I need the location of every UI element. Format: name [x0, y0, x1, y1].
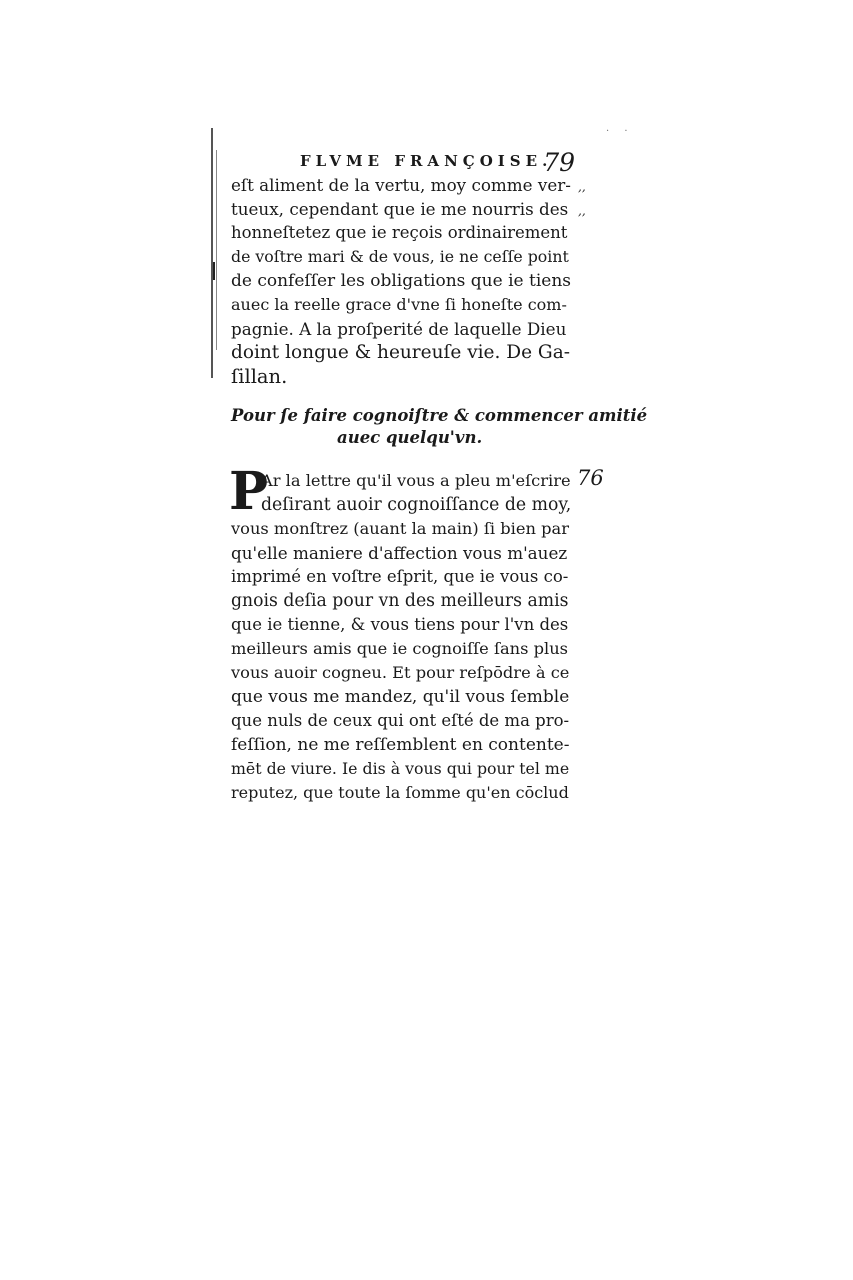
- text-line: Ar la lettre qu'il vous a pleu m'eſcrire: [261, 471, 571, 490]
- text-line: que ie tienne, & vous tiens pour l'vn des: [231, 615, 569, 634]
- text-line: doint longue & heureuſe vie. De Ga-: [231, 342, 570, 363]
- text-line: meilleurs amis que ie cognoiſſe ſans plus: [231, 639, 569, 658]
- text-line: de confeſſer les obligations que ie tiens: [231, 271, 571, 291]
- margin-rule: [211, 128, 213, 378]
- margin-rule: [216, 150, 217, 350]
- running-title: FLVME FRANÇOISE.: [300, 152, 553, 170]
- text-line: mēt de viure. Ie dis à vous qui pour tel me: [231, 759, 570, 778]
- text-line: que nuls de ceux qui ont eſté de ma pro-: [231, 711, 570, 730]
- text-line: que vous me mandez, qu'il vous ſemble: [231, 687, 570, 707]
- text-line: gnois deſia pour vn des meilleurs amis: [231, 591, 569, 611]
- quotation-mark: ,,: [578, 204, 586, 218]
- text-line: eſt aliment de la vertu, moy comme ver-: [231, 175, 571, 195]
- margin-rule: [213, 262, 215, 280]
- text-line: imprimé en voſtre eſprit, que ie vous co-: [231, 567, 569, 586]
- text-line: tueux, cependant que ie me nourris des: [231, 199, 569, 219]
- heading-line: Pour ſe faire cognoiſtre & commencer amitié: [231, 406, 648, 425]
- text-line: reputez, que toute la ſomme qu'en cōclud: [231, 783, 569, 802]
- text-line: honneſtetez que ie reçois ordinairement: [231, 223, 568, 242]
- edge-specks: · ·: [606, 126, 634, 137]
- text-line: deſirant auoir cognoiſſance de moy,: [261, 495, 572, 515]
- heading-line: auec quelqu'vn.: [337, 428, 483, 447]
- quotation-mark: ,,: [578, 180, 586, 194]
- text-line: de voſtre mari & de vous, ie ne ceſſe point: [231, 247, 569, 266]
- margin-number: 76: [577, 466, 604, 490]
- text-line: vous monſtrez (auant la main) ſi bien par: [231, 519, 569, 538]
- running-head: [300, 148, 575, 177]
- text-line: feſſion, ne me reſſemblent en contente-: [231, 735, 570, 755]
- text-line: vous auoir cogneu. Et pour reſpōdre à ce: [231, 663, 570, 682]
- text-line: auec la reelle grace d'vne ſi honeſte com-: [231, 295, 567, 314]
- text-line: ſillan.: [231, 365, 288, 388]
- page-number: 79: [543, 148, 575, 177]
- text-line: pagnie. A la proſperité de laquelle Dieu: [231, 319, 567, 339]
- drop-cap: P: [229, 461, 269, 522]
- text-line: qu'elle maniere d'affection vous m'auez: [231, 543, 568, 563]
